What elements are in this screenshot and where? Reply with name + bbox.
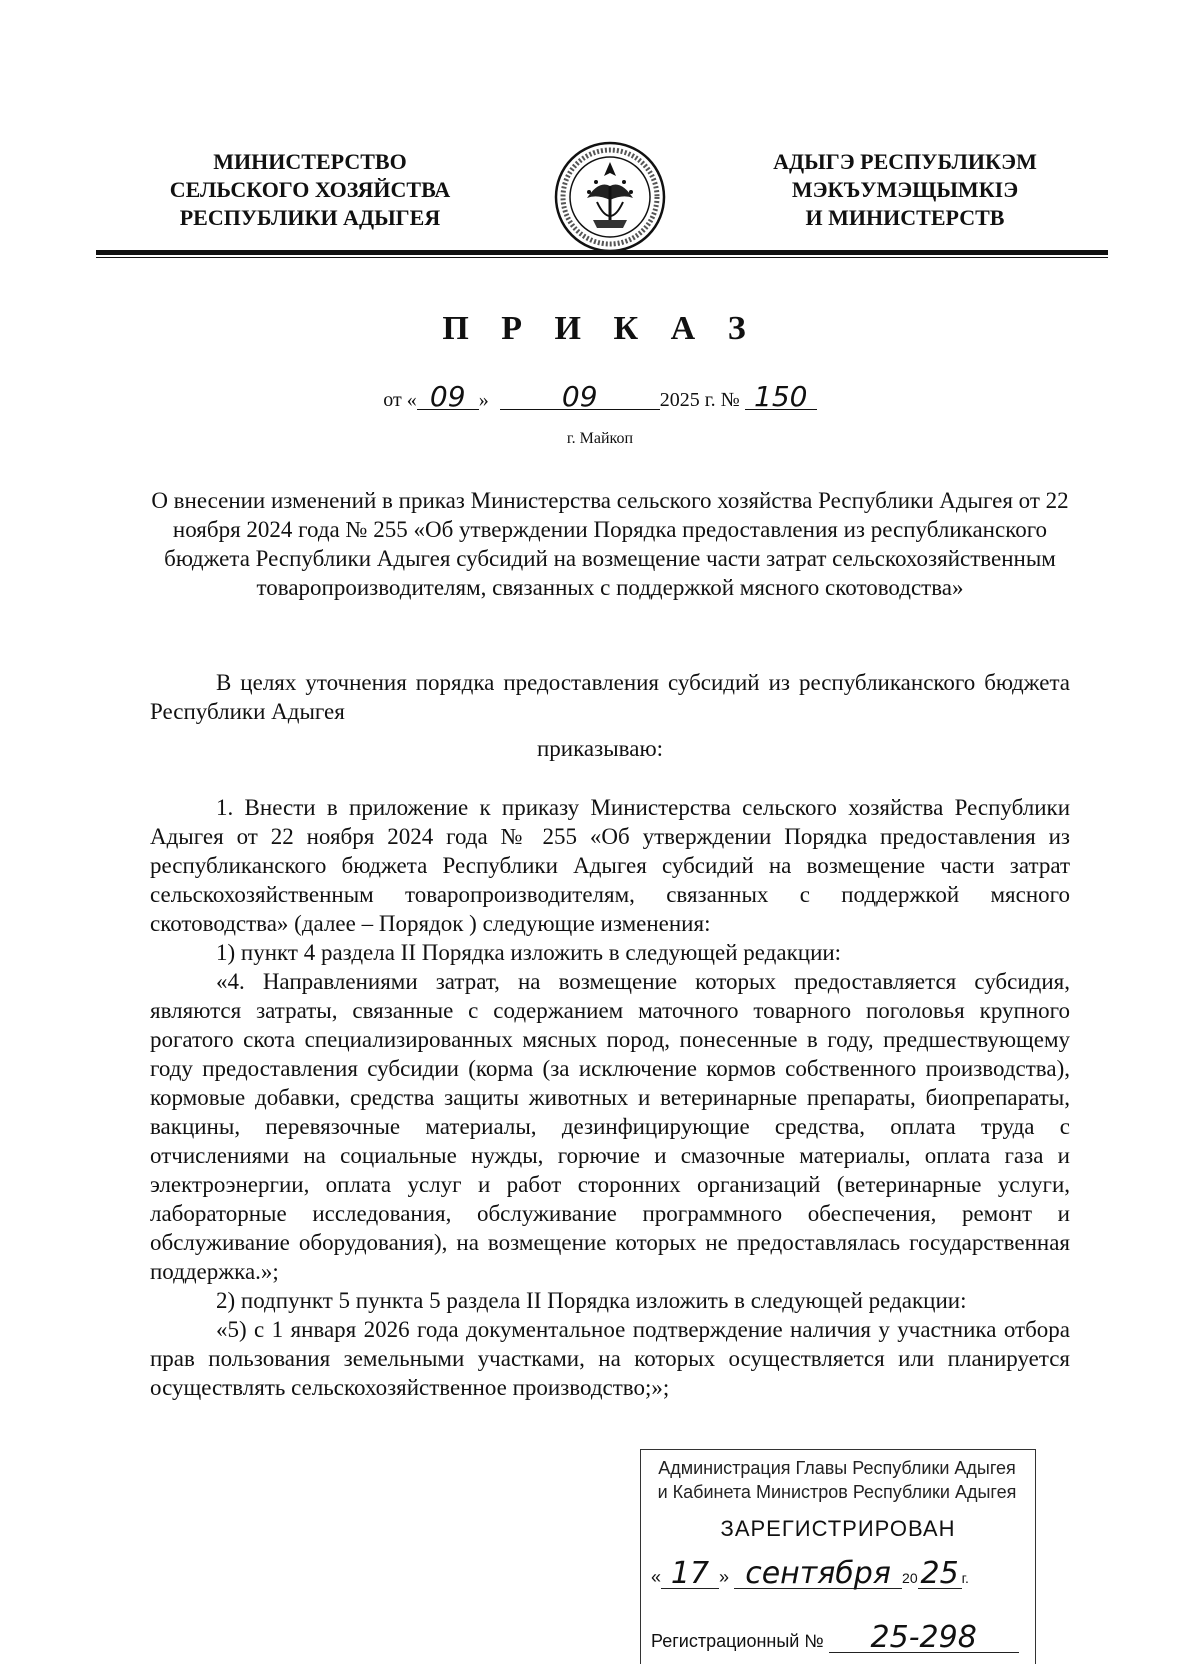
header-left-line: СЕЛЬСКОГО ХОЗЯЙСТВА [169, 177, 451, 202]
stamp-day: 17 [661, 1560, 719, 1589]
date-mid: » [478, 389, 489, 411]
date-month: 09 [500, 385, 660, 410]
stamp-reg-label: Регистрационный № [651, 1631, 824, 1651]
stamp-organization [647, 1456, 1027, 1504]
stamp-registration [651, 1620, 1019, 1655]
city: г. Майкоп [566, 430, 634, 447]
paragraph: «4. Направлениями затрат, на возмещение которых предоставляется субсидия, являются затраты, связанные с содержанием маточного товарного поголовья крупного рогатого скота специализированных мясных пород, понесенные в году, предшествующему году предоставления субсидии (корма (за исключение кормов собственного производства), кормовые добавки, средства защиты животных и ветеринарные препараты, биопрепараты, вакцины, перевязочные материалы, дезинфицирующие средства, оплата труда с отчислениями на социальные нужды, горючие и смазочные материалы, оплата газа и электроэнергии, оплата услуг и работ сторонних организаций (ветеринарные услуги, лабораторные исследования, обслуживание программного обеспечения, ремонт и обслуживание оборудования), на возмещение которых не предоставлялась государственная поддержка.»; [150, 969, 1070, 1284]
paragraph: 2) подпункт 5 пункта 5 раздела II Порядка изложить в следующей редакции: [216, 1288, 967, 1313]
stamp-year-prefix: 20 [902, 1570, 918, 1586]
header-right-line: МЭКЪУМЭЩЫМКIЭ [791, 177, 1019, 202]
registration-stamp [640, 1449, 1036, 1664]
coat-of-arms-icon [553, 140, 667, 254]
paragraph: 1) пункт 4 раздела II Порядка изложить в следующей редакции: [216, 940, 842, 965]
header-left-line: РЕСПУБЛИКИ АДЫГЕЯ [179, 205, 441, 230]
ministry-name-russian [140, 148, 480, 232]
stamp-date-mid: » [719, 1567, 730, 1587]
document-title: П Р И К А З [442, 310, 758, 347]
stamp-year-end: г. [961, 1570, 969, 1586]
order-number: 150 [745, 385, 817, 410]
date-year: 2025 г. № [659, 389, 740, 411]
date-day: 09 [417, 385, 479, 410]
header-left-line: МИНИСТЕРСТВО [213, 149, 407, 174]
stamp-date-prefix: « [651, 1567, 662, 1587]
stamp-title: ЗАРЕГИСТРИРОВАН [720, 1516, 956, 1541]
preamble: В целях уточнения порядка предоставления субсидий из республиканского бюджета Республики Адыгея [150, 670, 1070, 724]
paragraph: «5) с 1 января 2026 года документальное подтверждение наличия у участника отбора прав пользования земельными участками, на которых осуществляется или планируется осуществлять сельскохозяйственное производство;»; [150, 1317, 1070, 1400]
date-prefix: от « [383, 389, 417, 411]
stamp-year: 25 [918, 1560, 962, 1589]
date-line [0, 380, 1200, 413]
stamp-month: сентября [734, 1560, 902, 1589]
document-body [150, 793, 1070, 1402]
header-right-line: И МИНИСТЕРСТВ [805, 205, 1005, 230]
stamp-org-line: и Кабинета Министров Республики Адыгея [657, 1482, 1017, 1502]
order-word: приказываю: [536, 736, 664, 761]
header-divider [96, 250, 1108, 258]
header-right-line: АДЫГЭ РЕСПУБЛИКЭМ [773, 149, 1037, 174]
ministry-name-adyghe [735, 148, 1075, 232]
stamp-org-line: Администрация Главы Республики Адыгея [658, 1458, 1016, 1478]
stamp-date [651, 1556, 969, 1591]
paragraph: 1. Внести в приложение к приказу Министерства сельского хозяйства Республики Адыгея от 22 ноября 2024 года № 255 «Об утверждении Порядка предоставления из республиканского бюджета Республики Адыгея субсидий на возмещение части затрат сельскохозяйственным товаропроизводителям, связанных с поддержкой мясного скотоводства» (далее – Порядок ) следующие изменения: [150, 795, 1070, 936]
document-subject: О внесении изменений в приказ Министерства сельского хозяйства Республики Адыгея от 22 ноября 2024 года № 255 «Об утверждении Порядка предоставления из республиканского бюджета Республики Адыгея субсидий на возмещение части затрат сельскохозяйственным товаропроизводителям, связанных с поддержкой мясного скотоводства» [151, 488, 1069, 600]
stamp-reg-number: 25-298 [829, 1624, 1019, 1653]
